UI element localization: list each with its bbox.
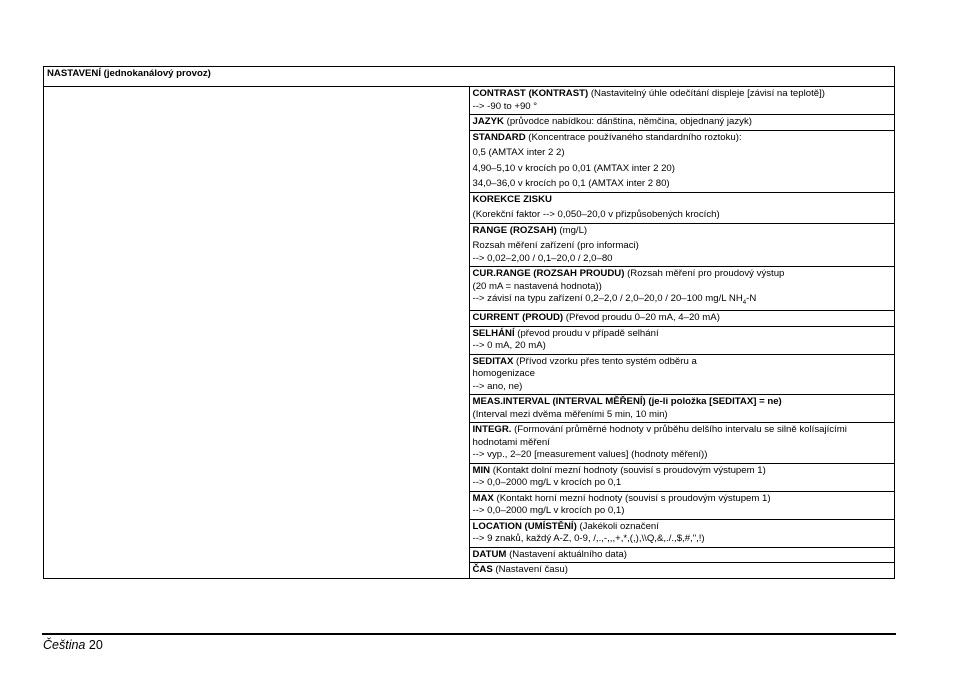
- row-line: (Interval mezi dvěma měřeními 5 min, 10 min): [472, 408, 668, 420]
- row-line: 4,90–5,10 v krocích po 0,01 (AMTAX inter 2 20): [472, 162, 675, 174]
- row-line: --> -90 to +90 °: [472, 100, 538, 112]
- row-desc: (Kontakt dolní mezní hodnoty (souvisí s proudovým výstupem 1): [490, 464, 766, 476]
- row-title: MAX: [472, 492, 494, 504]
- row-line: --> 0,0–2000 mg/L v krocích po 0,1): [472, 505, 625, 517]
- row-line: [473, 293, 892, 309]
- row-line: 34,0–36,0 v krocích po 0,1 (AMTAX inter 2 80): [472, 178, 670, 189]
- footer-language: Čeština: [43, 638, 86, 652]
- row-seditax: [469, 354, 895, 395]
- row-desc: (Formování průměrné hodnoty v průběhu delšího intervalu se silně kolísajícími hodnotami měření: [472, 424, 847, 448]
- row-title: LOCATION (UMÍSTĚNÍ): [472, 520, 577, 532]
- row-title: INTEGR.: [472, 424, 512, 436]
- row-title: KOREKCE ZISKU: [472, 193, 552, 205]
- settings-table: [43, 66, 895, 579]
- row-desc: (Rozsah měření pro proudový výstup: [624, 268, 785, 279]
- row-min: [469, 463, 895, 491]
- row-range: [469, 223, 895, 267]
- row-line: 0,5 (AMTAX inter 2 2): [472, 147, 565, 158]
- row-title: JAZYK: [472, 116, 504, 127]
- row-korekce-zisku: [469, 192, 895, 223]
- row-desc: (Nastavení času): [492, 564, 568, 576]
- row-line: --> 0 mA, 20 mA): [472, 340, 546, 352]
- row-integr: [469, 423, 895, 464]
- row-desc: (Jakékoli označení: [576, 520, 659, 532]
- row-title: CURRENT (PROUD): [472, 312, 564, 324]
- row-title: SEDITAX: [472, 355, 514, 367]
- row-line: Rozsah měření zařízení (pro informaci): [472, 240, 639, 251]
- row-standard: [469, 130, 895, 192]
- row-line-text: --> závisí na typu zařízení 0,2–2,0 / 2,0–20,0 / 20–100 mg/L NH: [472, 293, 743, 304]
- row-line: (Korekční faktor --> 0,050–20,0 v přizpůsobených krocích): [472, 209, 720, 220]
- empty-left-column: [44, 87, 470, 579]
- row-title: CONTRAST (KONTRAST): [472, 88, 589, 99]
- row-line: homogenizace: [472, 368, 535, 380]
- row-line: --> 0,02–2,00 / 0,1–20,0 / 2,0–80: [472, 252, 613, 264]
- row-title: ČAS: [472, 564, 493, 576]
- row-desc: (Koncentrace používaného standardního roztoku):: [525, 131, 742, 143]
- row-cur-range: [469, 267, 895, 311]
- row-line: (20 mA = nastavená hodnota)): [472, 280, 602, 292]
- row-jazyk: [469, 115, 895, 131]
- row-desc: (průvodce nabídkou: dánština, němčina, objednaný jazyk): [503, 116, 752, 127]
- row-line: --> 0,0–2000 mg/L v krocích po 0,1: [472, 477, 622, 489]
- row-desc: (Kontakt horní mezní hodnoty (souvisí s proudovým výstupem 1): [493, 492, 771, 504]
- row-title: CUR.RANGE (ROZSAH PROUDU): [472, 268, 625, 279]
- row-selhani: [469, 326, 895, 354]
- row-desc: (převod proudu v případě selhání: [514, 327, 659, 339]
- row-desc: (Převod proudu 0–20 mA, 4–20 mA): [563, 312, 720, 324]
- row-line: --> vyp., 2–20 [measurement values] (hodnoty měření)): [472, 449, 708, 461]
- row-max: [469, 491, 895, 519]
- row-line-suffix: -N: [746, 293, 757, 304]
- row-contrast: [469, 87, 895, 115]
- page-number: 20: [88, 638, 103, 652]
- row-datum: [469, 547, 895, 563]
- table-header: NASTAVENÍ (jednokanálový provoz): [44, 67, 895, 87]
- row-line: --> ano, ne): [472, 380, 523, 392]
- row-cas: [469, 563, 895, 579]
- row-desc: (Přívod vzorku přes tento systém odběru a: [513, 355, 697, 367]
- row-current: [469, 311, 895, 327]
- row-title: DATUM: [472, 548, 507, 560]
- row-desc: (Nastavitelný úhle odečítání displeje [závisí na teplotě]): [588, 88, 825, 99]
- row-desc: (Nastavení aktuálního data): [506, 548, 627, 560]
- row-title: RANGE (ROZSAH): [472, 224, 557, 236]
- row-title: MIN: [472, 464, 491, 476]
- footer-divider: [42, 633, 896, 635]
- row-title: STANDARD: [472, 131, 526, 143]
- row-title: SELHÁNÍ: [472, 327, 515, 339]
- subscript: 4: [742, 299, 747, 306]
- row-line: --> 9 znaků, každý A-Z, 0-9, /,.,-,,,+,*,(,),\\Q,&,./.,$,#,",!): [472, 533, 705, 545]
- row-meas-interval: [469, 395, 895, 423]
- row-desc: (mg/L): [556, 224, 588, 236]
- page-footer: [43, 638, 103, 652]
- row-location: [469, 519, 895, 547]
- row-title: MEAS.INTERVAL (INTERVAL MĚŘENÍ) (je-li položka [SEDITAX] = ne): [472, 396, 782, 408]
